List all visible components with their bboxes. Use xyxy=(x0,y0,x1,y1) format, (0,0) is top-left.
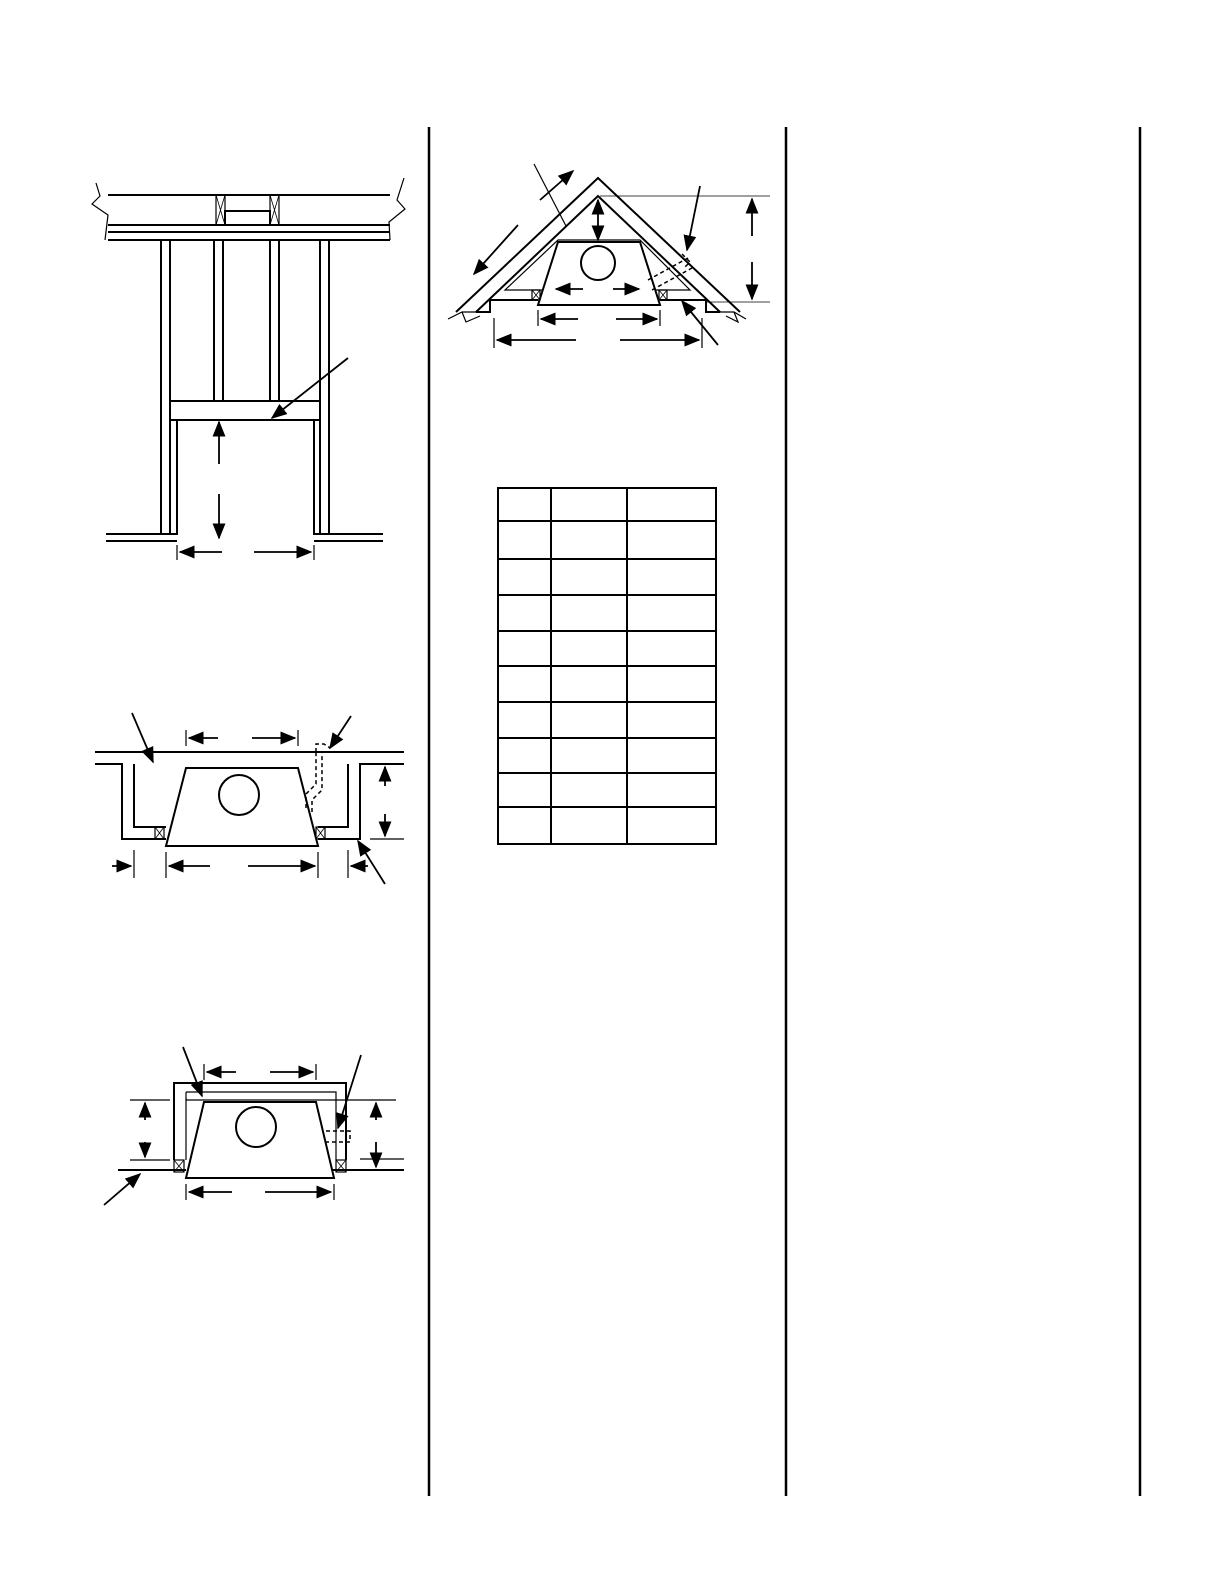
corner-plan-diagram xyxy=(448,164,770,348)
recess-plan-diagram xyxy=(95,713,404,884)
framing-elevation-diagram xyxy=(92,178,405,560)
dimension-table xyxy=(498,488,716,844)
chase-plan-diagram xyxy=(104,1047,404,1205)
